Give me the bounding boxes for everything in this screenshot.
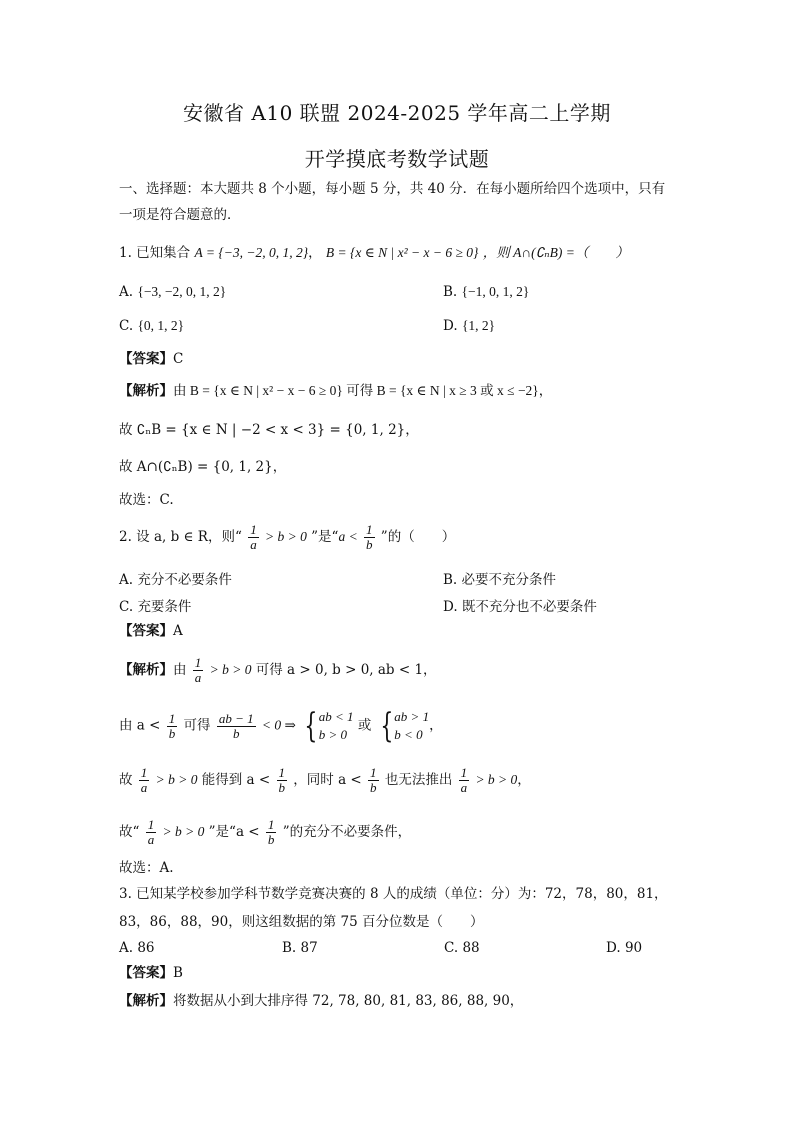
fraction: $\frac{ab - 1}{b}$ [218, 710, 254, 741]
q2-option-b: B. 必要不充分条件 [443, 572, 557, 588]
q3-option-d: D. 90 [606, 940, 643, 956]
section-heading-line2: 一项是符合题意的． [119, 207, 241, 223]
q1-analysis-line1: 【解析】由 B = {x ∈ N | x² − x − 6 ≥ 0} 可得 B = {x ∈ N | x ≥ 3 或 x ≤ −2}， [119, 383, 553, 399]
q1-stem-prefix: 1. 已知集合 [119, 245, 191, 261]
left-brace: { [379, 706, 393, 746]
q2-analysis-line1: 【解析】由 $\frac{1}{a}$ > b > 0 可得 a > 0, b > 0, ab < 1， [119, 655, 437, 685]
inequality-system: ab > 1 b < 0 [394, 709, 430, 742]
q2-analysis-line3: 故 $\frac{1}{a}$ > b > 0 能得到 a < $\frac{1}{b}$ ，同时 a < $\frac{1}{b}$ 也无法推出 $\frac{1}{a}$ > b > 0， [119, 765, 531, 795]
inequality-system: ab < 1 b > 0 [318, 709, 354, 742]
q1-analysis-line4: 故选：C. [119, 492, 174, 508]
q3-answer: 【答案】B [119, 965, 183, 981]
page-subtitle: 开学摸底考数学试题 [304, 147, 490, 171]
page-title: 安徽省 A10 联盟 2024-2025 学年高二上学期 [183, 101, 611, 125]
q1-option-d: D. {1, 2} [443, 318, 496, 334]
q3-option-c: C. 88 [444, 940, 480, 956]
q3-analysis-line1: 【解析】将数据从小到大排序得 72, 78, 80, 81, 83, 86, 88, 90， [119, 993, 524, 1009]
fraction: $\frac{1}{a}$ [460, 765, 468, 795]
q1-stem-suffix: ，则 A∩(∁ₙB) =（ ） [482, 245, 629, 260]
fraction: $\frac{1}{a}$ [147, 817, 155, 847]
q3-stem-line1: 3. 已知某学校参加学科节数学竞赛决赛的 8 人的成绩（单位：分）为：72，78，80，81， [119, 886, 668, 902]
section-heading-line1: 一、选择题：本大题共 8 个小题，每小题 5 分，共 40 分．在每小题所给四个选项中，只有 [119, 181, 666, 197]
fraction: $\frac{1}{b}$ [366, 522, 373, 552]
q1-option-c: C. {0, 1, 2} [119, 318, 185, 334]
q1-analysis-line2: 故 ∁ₙB = {x ∈ N | −2 < x < 3} = {0, 1, 2}， [119, 422, 419, 438]
left-brace: { [304, 706, 318, 746]
q1-option-b: B. {−1, 0, 1, 2} [443, 284, 530, 300]
q1-stem: 1. 已知集合 A = {−3, −2, 0, 1, 2}， B = {x ∈ N | x² − x − 6 ≥ 0} ，则 A∩(∁ₙB) =（ ） [119, 245, 629, 261]
q1-set-a: A = {−3, −2, 0, 1, 2} [194, 245, 309, 260]
q3-stem-line2: 83，86，88，90，则这组数据的第 75 百分位数是（ ） [119, 914, 484, 930]
q2-option-d: D. 既不充分也不必要条件 [443, 599, 597, 615]
q2-option-c: C. 充要条件 [119, 599, 192, 615]
fraction: $\frac{1}{b}$ [370, 765, 377, 795]
q2-analysis-line2: 由 a < $\frac{1}{b}$ 可得 $\frac{ab - 1}{b}$ < 0 ⇒ { ab < 1 b > 0 或 { ab > 1 b < 0 ， [119, 706, 443, 746]
q3-option-b: B. 87 [282, 940, 318, 956]
q1-set-b: B = {x ∈ N | x² − x − 6 ≥ 0} [325, 245, 479, 260]
q2-option-a: A. 充分不必要条件 [119, 572, 232, 588]
q2-answer: 【答案】A [119, 623, 183, 639]
q2-analysis-line5: 故选：A. [119, 860, 174, 876]
fraction: $\frac{1}{a}$ [194, 655, 202, 685]
fraction: $\frac{1}{b}$ [267, 817, 275, 847]
fraction: $\frac{1}{b}$ [168, 710, 176, 741]
q1-option-a: A. {−3, −2, 0, 1, 2} [119, 284, 227, 300]
fraction: $\frac{1}{a}$ [250, 522, 257, 552]
q3-option-a: A. 86 [119, 940, 155, 956]
q2-analysis-line4: 故“ $\frac{1}{a}$ > b > 0 ”是“a < $\frac{1}{b}$ ”的充分不必要条件， [119, 817, 412, 847]
fraction: $\frac{1}{b}$ [278, 765, 285, 795]
q1-analysis-line3: 故 A∩(∁ₙB) = {0, 1, 2}， [119, 459, 287, 475]
fraction: $\frac{1}{a}$ [140, 765, 148, 795]
q2-stem: 2. 设 a, b ∈ R，则“ $\frac{1}{a}$ > b > 0 ”是“a < $\frac{1}{b}$ ”的（ ） [119, 522, 456, 552]
q1-answer: 【答案】C [119, 351, 184, 367]
